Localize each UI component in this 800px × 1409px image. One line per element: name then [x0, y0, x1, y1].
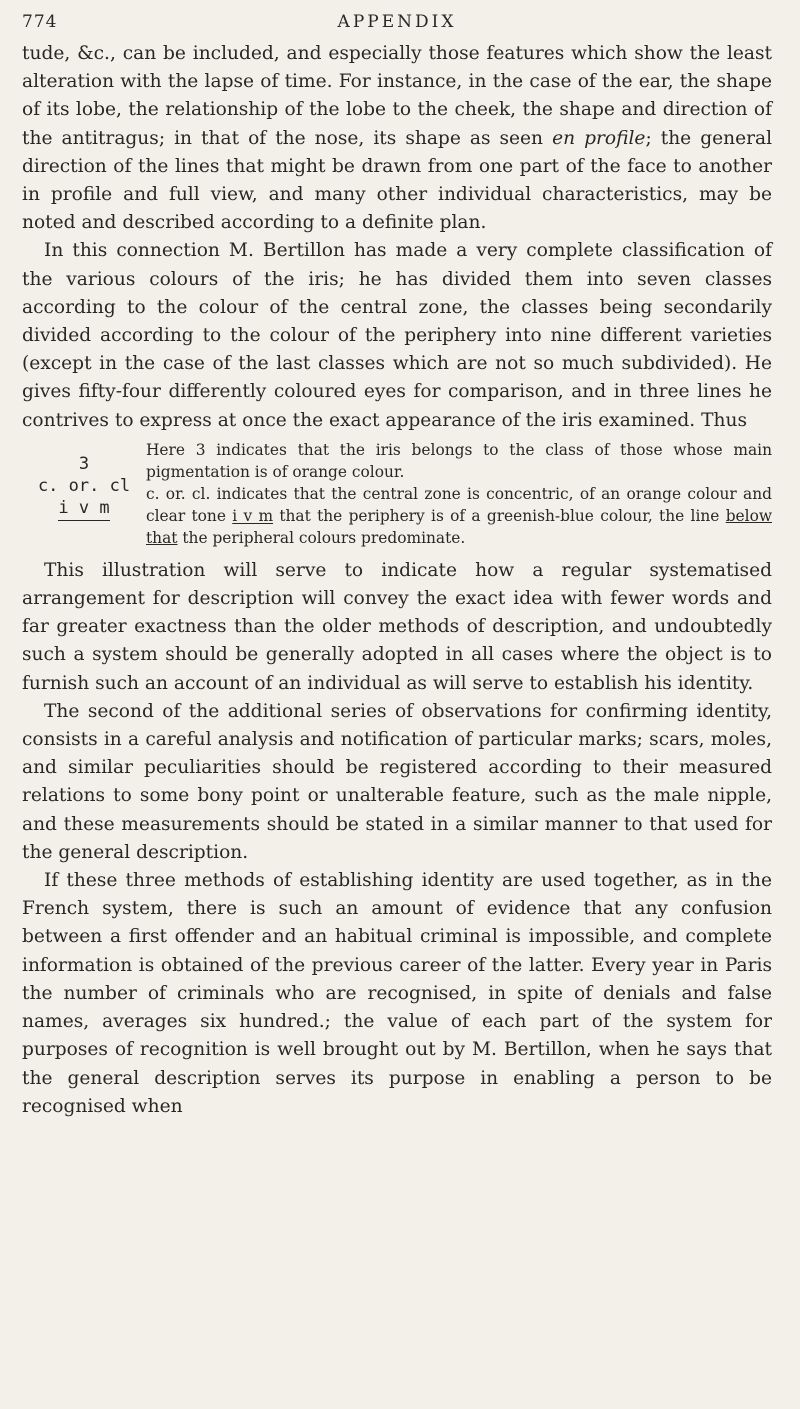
italic-term: en profile [552, 127, 646, 149]
iris-formula [22, 439, 146, 549]
running-head: APPENDIX [337, 12, 457, 32]
explanation-zones: c. or. cl. indicates that the central zone is concentric, of an orange colour and clear tone i v m that the periphery is of a greenish-blue colour, the line below that the peripheral colours predominate. [146, 484, 773, 547]
formula-class: 3 [78, 453, 90, 474]
iris-formula-example [22, 439, 772, 549]
explanation-class: Here 3 indicates that the iris belongs to the class of those whose main pigmentation is of orange colour. [146, 440, 772, 481]
underlined-text: below that [146, 506, 773, 547]
formula-central-zone: c. or. cl [37, 475, 131, 496]
inline-formula: i v m [232, 506, 274, 525]
page-number: 774 [22, 12, 58, 32]
paragraph-particular-marks: The second of the additional series of observations for confirming identity, consists in a careful analysis and notification of particular marks; scars, moles, and similar peculiarities should be registered according to their measured relations to some bony point or unalterable feature, such as the male nipple, and these measurements should be stated in a similar manner to that used for the general description. [22, 700, 772, 863]
page-header [22, 12, 772, 40]
paragraph-ear-and-nose: tude, &c., can be included, and especially those features which show the least alteration with the lapse of time. For instance, in the case of the ear, the shape of its lobe, the relationship of the lobe to the cheek, the shape and direction of the antitragus; in that of the nose, its shape as seen en profile; the general direction of the lines that might be drawn from one part of the face to another in profile and full view, and many other individual characteristics, may be noted and described according to a definite plan. [22, 43, 773, 234]
formula-explanation [146, 439, 772, 549]
paragraph-illustration: This illustration will serve to indicate how a regular systematised arrangement for description will convey the exact idea with fewer words and far greater exactness than the older methods of description, and undoubtedly such a system should be generally adopted in all cases where the object is to furnish such an account of an individual as will serve to establish his identity. [22, 559, 772, 694]
formula-periphery: i v m [58, 497, 109, 521]
paragraph-french-system: If these three methods of establishing identity are used together, as in the French system, there is such an amount of evidence that any confusion between a first offender and an habitual criminal is impossible, and complete information is obtained of the previous career of the latter. Every year in Paris the number of criminals who are recognised, in spite of denials and false names, averages six hundred.; the value of each part of the system for purposes of recognition is well brought out by M. Bertillon, when he says that the general description serves its purpose in enabling a person to be recognised when [22, 870, 772, 1117]
paragraph-iris-classification: In this connection M. Bertillon has made a very complete classification of the various colours of the iris; he has divided them into seven classes according to the colour of the central zone, the classes being secondarily divided according to the colour of the periphery into nine different varieties (except in the case of the last classes which are not so much subdivided). He gives fifty-four differently coloured eyes for comparison, and in three lines he contrives to express at once the exact appearance of the iris examined. Thus [22, 240, 772, 431]
